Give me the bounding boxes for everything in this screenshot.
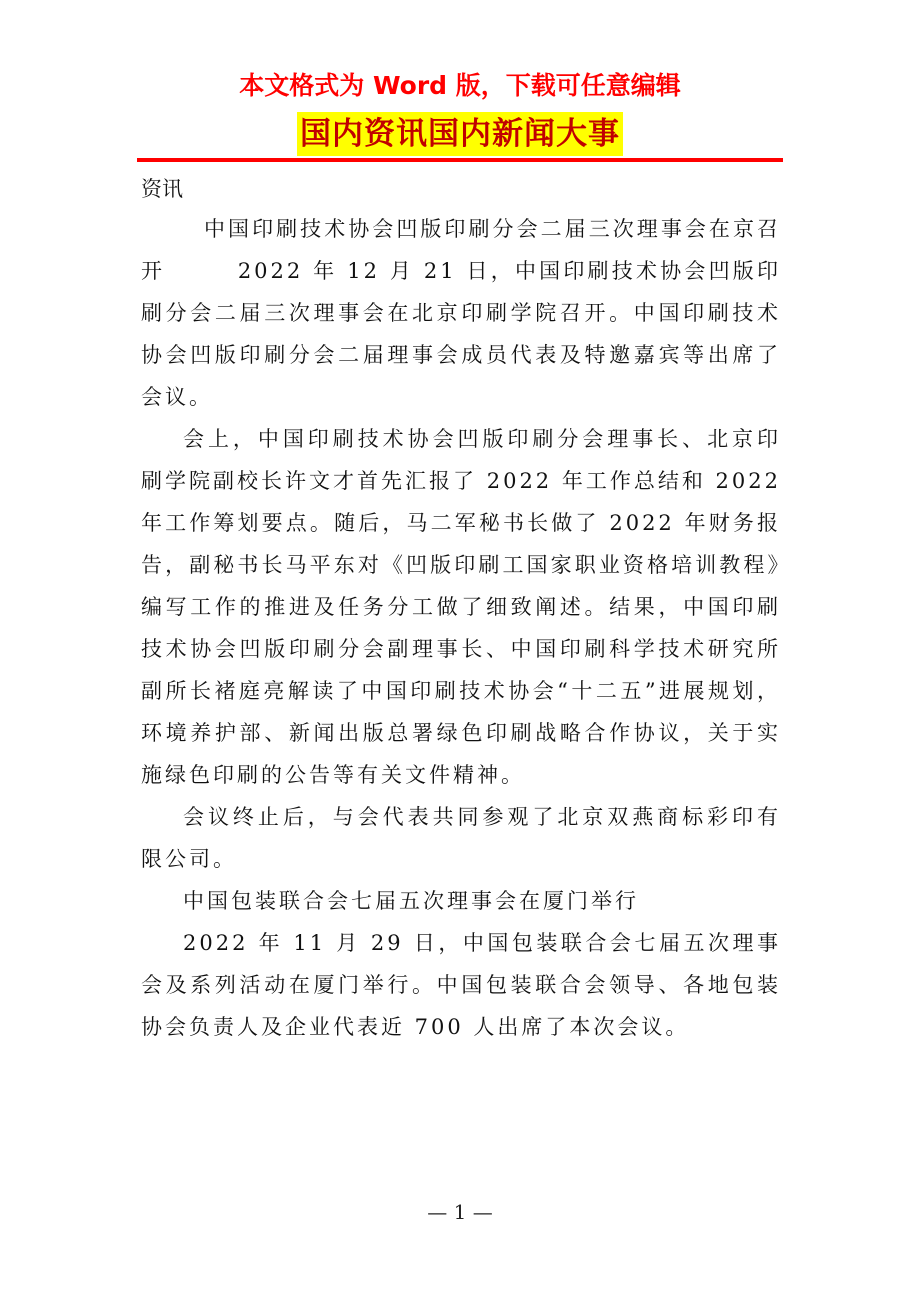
- document-title: 国内资讯国内新闻大事: [297, 112, 623, 156]
- document-body: [141, 168, 781, 1048]
- page-number: — 1 —: [427, 1200, 493, 1224]
- paragraph-4-heading: 中国包装联合会七届五次理事会在厦门举行: [183, 889, 639, 913]
- paragraph-1: 中国印刷技术协会凹版印刷分会二届三次理事会在京召开 2022 年 12 月 21 日，中国印刷技术协会凹版印刷分会二届三次理事会在北京印刷学院召开。中国印刷技术协会凹版印刷分会二届理事会成员代表及特邀嘉宾等出席了会议。: [141, 217, 781, 409]
- paragraph-5: 2022 年 11 月 29 日，中国包装联合会七届五次理事会及系列活动在厦门举行。中国包装联合会领导、各地包装协会负责人及企业代表近 700 人出席了本次会议。: [141, 931, 781, 1039]
- title-container: [0, 112, 920, 156]
- paragraph-2: 会上，中国印刷技术协会凹版印刷分会理事长、北京印刷学院副校长许文才首先汇报了 2022 年工作总结和 2022 年工作筹划要点。随后，马二军秘书长做了 2022 年财务报告，副秘书长马平东对《凹版印刷工国家职业资格培训教程》编写工作的推进及任务分工做了细致阐述。结果，中国印刷技术协会凹版印刷分会副理事长、中国印刷科学技术研究所副所长褚庭亮解读了中国印刷技术协会“十二五”进展规划，环境养护部、新闻出版总署绿色印刷战略合作协议，关于实施绿色印刷的公告等有关文件精神。: [141, 427, 781, 787]
- paragraph-3: 会议终止后，与会代表共同参观了北京双燕商标彩印有限公司。: [141, 805, 781, 871]
- title-divider: [137, 158, 783, 162]
- format-notice-banner: 本文格式为 Word 版，下载可任意编辑: [239, 71, 681, 100]
- section-label: 资讯: [141, 177, 183, 201]
